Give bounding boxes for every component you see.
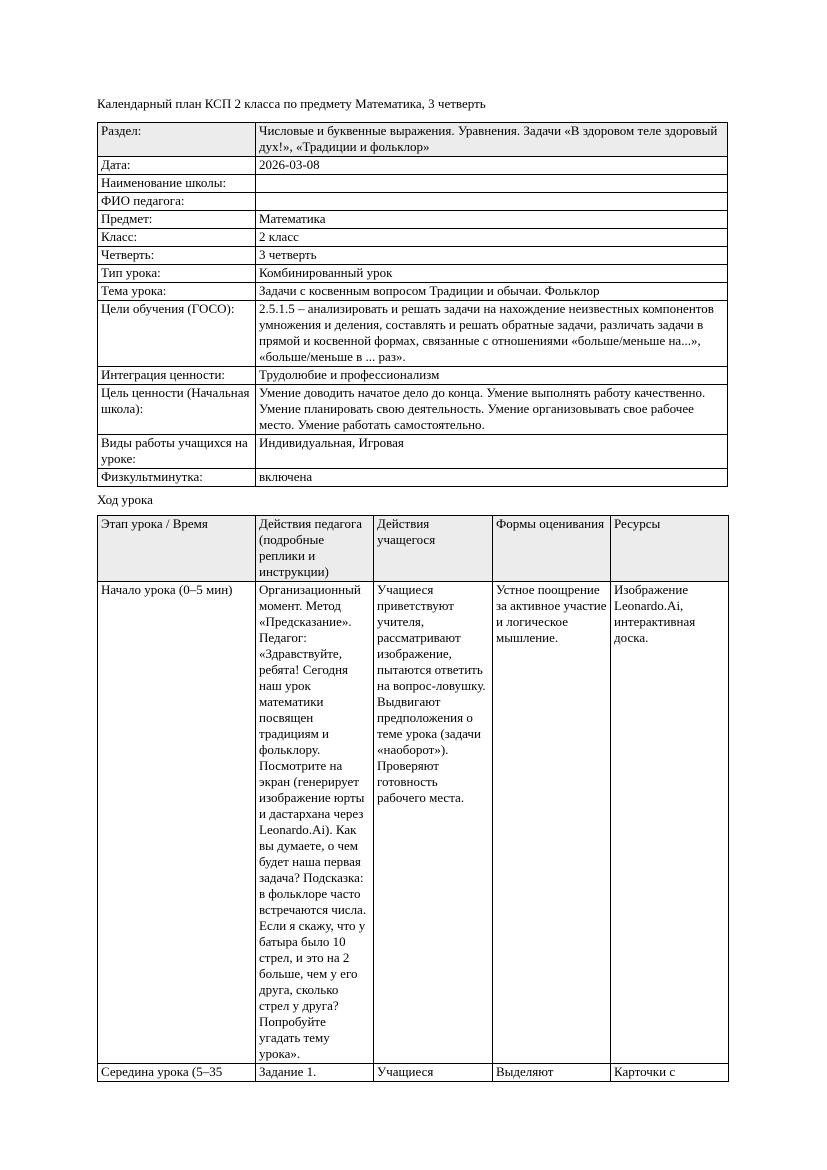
lesson-table-row <box>98 582 729 1064</box>
info-row-label: Наименование школы: <box>98 175 256 193</box>
info-row-label: ФИО педагога: <box>98 193 256 211</box>
lesson-info-table <box>97 122 728 487</box>
lesson-column-header: Ресурсы <box>611 516 729 582</box>
info-row-value: Задачи с косвенным вопросом Традиции и обычаи. Фольклор <box>256 283 728 301</box>
info-row-label: Виды работы учащихся на уроке: <box>98 434 256 468</box>
document-title: Календарный план КСП 2 класса по предмету Математика, 3 четверть <box>97 96 486 111</box>
lesson-table-row <box>98 1063 729 1081</box>
info-table-row <box>98 283 728 301</box>
section-heading: Ход урока <box>97 491 153 507</box>
info-table-row <box>98 193 728 211</box>
lesson-flow-table-body <box>98 582 729 1082</box>
resources-cell: Карточки с <box>611 1063 729 1081</box>
stage-cell: Начало урока (0–5 мин) <box>98 582 256 1064</box>
info-row-label: Цели обучения (ГОСО): <box>98 301 256 367</box>
info-row-value: Числовые и буквенные выражения. Уравнения. Задачи «В здоровом теле здоровый дух!», «Традиции и фольклор» <box>256 123 728 157</box>
assessment-cell: Устное поощрение за активное участие и логическое мышление. <box>493 582 611 1064</box>
lesson-flow-table <box>97 515 729 1081</box>
info-table-row <box>98 385 728 435</box>
info-row-label: Интеграция ценности: <box>98 367 256 385</box>
info-table-row <box>98 434 728 468</box>
info-row-value: Математика <box>256 211 728 229</box>
info-table-row <box>98 247 728 265</box>
info-row-label: Четверть: <box>98 247 256 265</box>
info-table-row <box>98 468 728 486</box>
teacher-actions-cell: Организационный момент. Метод «Предсказание». Педагог: «Здравствуйте, ребята! Сегодня наш урок математики посвящен традициям и фольклору. Посмотрите на экран (генерирует изображение юрты и дастархана через Leonardo.Ai). Как вы думаете, о чем будет наша первая задача? Подсказка: в фольклоре часто встречаются числа. Если я скажу, что у батыра было 10 стрел, и это на 2 больше, чем у его друга, сколько стрел у друга? Попробуйте угадать тему урока». <box>256 582 374 1064</box>
document-content <box>97 96 728 1082</box>
lesson-column-header: Действия педагога (подробные реплики и инструкции) <box>256 516 374 582</box>
info-row-value: 2 класс <box>256 229 728 247</box>
info-row-label: Предмет: <box>98 211 256 229</box>
info-row-label: Цель ценности (Начальная школа): <box>98 385 256 435</box>
student-actions-cell: Учащиеся приветствуют учителя, рассматривают изображение, пытаются ответить на вопрос-ловушку. Выдвигают предположения о теме урока (задачи «наоборот»). Проверяют готовность рабочего места. <box>374 582 493 1064</box>
info-row-label: Класс: <box>98 229 256 247</box>
info-row-value: Индивидуальная, Игровая <box>256 434 728 468</box>
info-row-value: 2026-03-08 <box>256 157 728 175</box>
info-row-value <box>256 175 728 193</box>
info-table-row <box>98 301 728 367</box>
info-table-row <box>98 211 728 229</box>
lesson-column-header: Этап урока / Время <box>98 516 256 582</box>
lesson-flow-table-head <box>98 516 729 582</box>
lesson-column-header: Действия учащегося <box>374 516 493 582</box>
info-row-value <box>256 193 728 211</box>
info-row-value: Комбинированный урок <box>256 265 728 283</box>
info-table-row <box>98 367 728 385</box>
info-row-label: Физкультминутка: <box>98 468 256 486</box>
teacher-actions-cell: Задание 1. <box>256 1063 374 1081</box>
resources-cell: Изображение Leonardo.Ai, интерактивная доска. <box>611 582 729 1064</box>
stage-cell: Середина урока (5–35 <box>98 1063 256 1081</box>
lesson-column-header: Формы оценивания <box>493 516 611 582</box>
lesson-info-table-body <box>98 123 728 487</box>
info-row-value: Трудолюбие и профессионализм <box>256 367 728 385</box>
assessment-cell: Выделяют <box>493 1063 611 1081</box>
lesson-table-header-row <box>98 516 729 582</box>
info-row-label: Тип урока: <box>98 265 256 283</box>
student-actions-cell: Учащиеся <box>374 1063 493 1081</box>
info-row-label: Дата: <box>98 157 256 175</box>
info-table-row <box>98 123 728 157</box>
info-row-label: Тема урока: <box>98 283 256 301</box>
info-row-value: 3 четверть <box>256 247 728 265</box>
info-row-value: включена <box>256 468 728 486</box>
info-row-value: Умение доводить начатое дело до конца. Умение выполнять работу качественно. Умение планировать свою деятельность. Умение организовывать свое рабочее место. Умение работать самостоятельно. <box>256 385 728 435</box>
info-table-row <box>98 229 728 247</box>
info-table-row <box>98 175 728 193</box>
info-table-row <box>98 157 728 175</box>
info-row-label: Раздел: <box>98 123 256 157</box>
info-row-value: 2.5.1.5 – анализировать и решать задачи на нахождение неизвестных компонентов умножения и деления, составлять и решать обратные задачи, различать задачи в прямой и косвенной формах, связанные с отношениями «больше/меньше на...», «больше/меньше в ... раз». <box>256 301 728 367</box>
info-table-row <box>98 265 728 283</box>
